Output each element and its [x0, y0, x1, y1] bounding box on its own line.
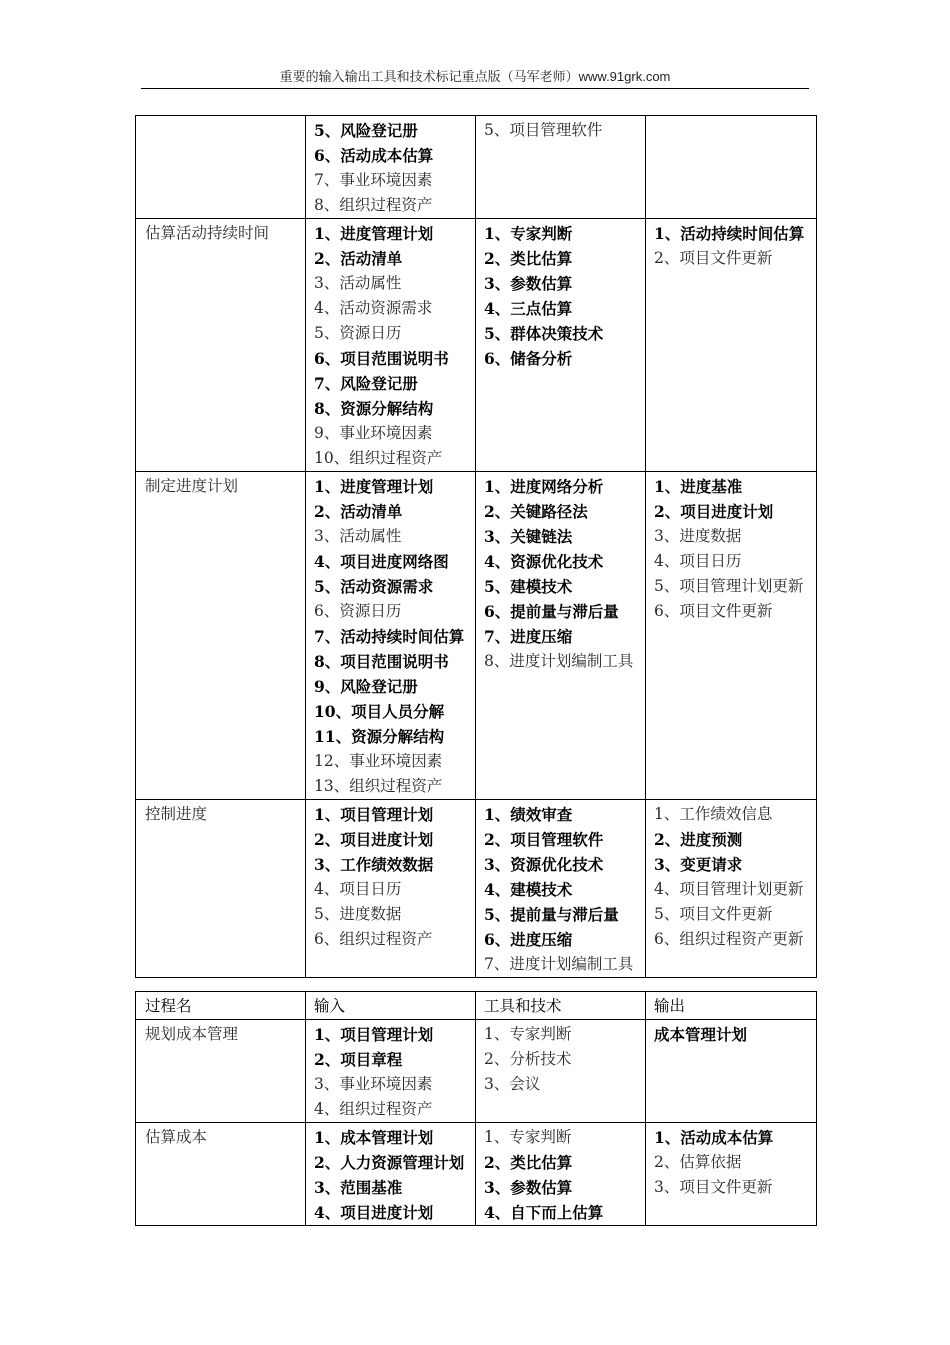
output-item: 1、活动成本估算: [654, 1128, 774, 1147]
input-item: 4、项目日历: [314, 880, 402, 898]
tool-item: 3、关键链法: [484, 527, 573, 546]
input-item: 1、项目管理计划: [314, 1025, 434, 1044]
input-item: 2、人力资源管理计划: [314, 1153, 465, 1172]
process-name-cell: [136, 219, 306, 472]
header-cell-tools: 工具和技术: [476, 992, 646, 1020]
input-item: 3、活动属性: [314, 527, 402, 545]
outputs-cell: [646, 116, 817, 219]
output-item: 1、进度基准: [654, 477, 743, 496]
table-row: [136, 1020, 817, 1123]
tool-item: 2、类比估算: [484, 1153, 573, 1172]
input-item: 5、活动资源需求: [314, 577, 434, 596]
output-item: 5、项目文件更新: [654, 905, 773, 923]
output-item: 5、项目管理计划更新: [654, 577, 804, 595]
outputs-cell: [646, 1020, 817, 1123]
input-item: 5、风险登记册: [314, 121, 418, 140]
input-item: 6、活动成本估算: [314, 146, 434, 165]
tool-item: 3、资源优化技术: [484, 855, 604, 874]
output-item: 3、进度数据: [654, 527, 742, 545]
input-item: 7、活动持续时间估算: [314, 627, 465, 646]
input-item: 3、工作绩效数据: [314, 855, 434, 874]
process-name: 控制进度: [145, 805, 208, 823]
tool-item: 7、进度计划编制工具: [484, 955, 634, 973]
header-cell-process: 过程名: [136, 992, 306, 1020]
input-item: 7、风险登记册: [314, 374, 418, 393]
input-item: 9、风险登记册: [314, 677, 418, 696]
process-table-body: [136, 992, 817, 1226]
input-item: 1、项目管理计划: [314, 805, 434, 824]
output-item: 成本管理计划: [654, 1025, 748, 1044]
input-item: 2、项目章程: [314, 1050, 403, 1069]
input-item: 5、资源日历: [314, 324, 402, 342]
tool-item: 6、储备分析: [484, 349, 573, 368]
table-row: [136, 116, 817, 219]
outputs-cell: [646, 1123, 817, 1226]
table-row: [136, 472, 817, 800]
inputs-cell: [306, 800, 476, 978]
output-item: 2、估算依据: [654, 1153, 742, 1171]
output-item: 6、组织过程资产更新: [654, 930, 804, 948]
process-name-cell: [136, 1123, 306, 1226]
input-item: 6、资源日历: [314, 602, 402, 620]
header-cell-outputs: 输出: [646, 992, 817, 1020]
process-name-cell: [136, 116, 306, 219]
tool-item: 1、专家判断: [484, 1025, 572, 1043]
header-site: www.91grk.com: [578, 69, 671, 84]
output-item: 4、项目管理计划更新: [654, 880, 804, 898]
process-table-body: [136, 116, 817, 978]
input-item: 8、资源分解结构: [314, 399, 434, 418]
output-item: 6、项目文件更新: [654, 602, 773, 620]
process-name: [145, 118, 305, 143]
input-item: 1、成本管理计划: [314, 1128, 434, 1147]
process-name-cell: [136, 800, 306, 978]
output-item: 2、进度预测: [654, 830, 743, 849]
tool-item: 7、进度压缩: [484, 627, 573, 646]
input-item: 3、活动属性: [314, 274, 402, 292]
tool-item: 2、分析技术: [484, 1050, 572, 1068]
input-item: 4、项目进度网络图: [314, 552, 449, 571]
outputs-cell: [646, 219, 817, 472]
tool-item: 3、参数估算: [484, 1178, 573, 1197]
tool-item: 6、进度压缩: [484, 930, 573, 949]
input-item: 4、活动资源需求: [314, 299, 433, 317]
header-row: [136, 992, 817, 1020]
input-item: 2、活动清单: [314, 249, 403, 268]
tool-item: 4、三点估算: [484, 299, 573, 318]
tools-cell: [476, 800, 646, 978]
output-item: 4、项目日历: [654, 552, 742, 570]
process-name-cell: [136, 1020, 306, 1123]
tools-cell: [476, 219, 646, 472]
input-item: 2、项目进度计划: [314, 830, 434, 849]
tool-item: 3、会议: [484, 1075, 541, 1093]
process-name: 估算活动持续时间: [145, 224, 270, 242]
inputs-cell: [306, 1123, 476, 1226]
input-item: 4、组织过程资产: [314, 1100, 433, 1118]
output-item: 3、变更请求: [654, 855, 743, 874]
input-item: 8、项目范围说明书: [314, 652, 449, 671]
output-item: 3、项目文件更新: [654, 1178, 773, 1196]
header-cell-inputs: 输入: [306, 992, 476, 1020]
tool-item: 6、提前量与滞后量: [484, 602, 619, 621]
input-item: 8、组织过程资产: [314, 196, 433, 214]
input-item: 7、事业环境因素: [314, 171, 433, 189]
outputs-cell: [646, 472, 817, 800]
tools-cell: [476, 472, 646, 800]
tool-item: 5、群体决策技术: [484, 324, 604, 343]
input-item: 3、范围基准: [314, 1178, 403, 1197]
tool-item: 2、类比估算: [484, 249, 573, 268]
tool-item: 8、进度计划编制工具: [484, 652, 634, 670]
tool-item: 5、项目管理软件: [484, 121, 603, 139]
tools-cell: [476, 1020, 646, 1123]
tool-item: 1、进度网络分析: [484, 477, 604, 496]
input-item: 1、进度管理计划: [314, 224, 434, 243]
outputs-cell: [646, 800, 817, 978]
tool-item: 4、自下而上估算: [484, 1203, 604, 1222]
input-item: 1、进度管理计划: [314, 477, 434, 496]
output-item: 2、项目文件更新: [654, 249, 773, 267]
process-name: 估算成本: [145, 1128, 208, 1146]
page-header: [141, 68, 809, 89]
tool-item: 4、建模技术: [484, 880, 573, 899]
tool-item: 3、参数估算: [484, 274, 573, 293]
inputs-cell: [306, 116, 476, 219]
input-item: 9、事业环境因素: [314, 424, 433, 442]
table-row: [136, 219, 817, 472]
tools-cell: [476, 1123, 646, 1226]
process-name: 制定进度计划: [145, 477, 239, 495]
output-item: 1、工作绩效信息: [654, 805, 773, 823]
input-item: 2、活动清单: [314, 502, 403, 521]
process-name-cell: [136, 472, 306, 800]
output-item: 2、项目进度计划: [654, 502, 774, 521]
tools-cell: [476, 116, 646, 219]
table-row: [136, 800, 817, 978]
input-item: 11、资源分解结构: [314, 727, 445, 746]
inputs-cell: [306, 219, 476, 472]
tool-item: 2、关键路径法: [484, 502, 588, 521]
output-item: 1、活动持续时间估算: [654, 224, 805, 243]
input-item: 12、事业环境因素: [314, 752, 443, 770]
process-table-cost: [135, 991, 817, 1226]
header-title: 重要的输入输出工具和技术标记重点版（马军老师）: [279, 70, 579, 85]
process-table-schedule: [135, 115, 817, 978]
inputs-cell: [306, 472, 476, 800]
tool-item: 1、专家判断: [484, 224, 573, 243]
tool-item: 5、提前量与滞后量: [484, 905, 619, 924]
inputs-cell: [306, 1020, 476, 1123]
input-item: 3、事业环境因素: [314, 1075, 433, 1093]
table-row: [136, 1123, 817, 1226]
input-item: 13、组织过程资产: [314, 777, 443, 795]
input-item: 10、组织过程资产: [314, 449, 443, 467]
tool-item: 2、项目管理软件: [484, 830, 604, 849]
input-item: 6、组织过程资产: [314, 930, 433, 948]
tool-item: 1、绩效审查: [484, 805, 573, 824]
input-item: 5、进度数据: [314, 905, 402, 923]
input-item: 4、项目进度计划: [314, 1203, 434, 1222]
process-name: 规划成本管理: [145, 1025, 239, 1043]
tool-item: 1、专家判断: [484, 1128, 572, 1146]
tool-item: 5、建模技术: [484, 577, 573, 596]
input-item: 10、项目人员分解: [314, 702, 445, 721]
input-item: 6、项目范围说明书: [314, 349, 449, 368]
tool-item: 4、资源优化技术: [484, 552, 604, 571]
